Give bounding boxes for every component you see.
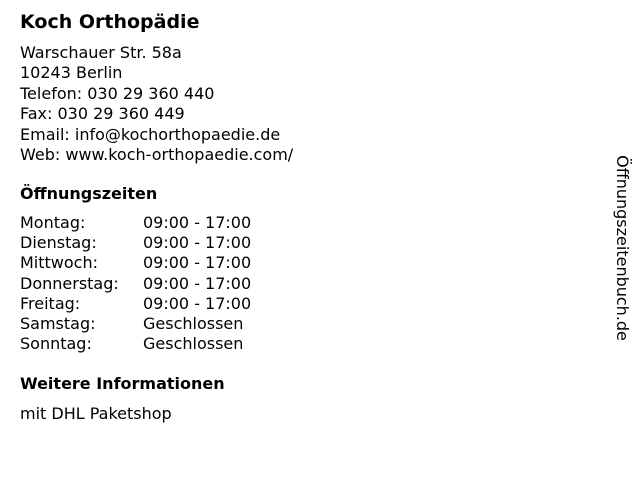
hours-time: 09:00 - 17:00 <box>143 273 252 293</box>
business-name: Koch Orthopädie <box>20 11 200 33</box>
hours-time: Geschlossen <box>143 334 244 354</box>
more-info-heading: Weitere Informationen <box>20 374 225 393</box>
hours-day: Donnerstag: <box>20 273 119 293</box>
hours-day: Montag: <box>20 213 86 232</box>
hours-time: 09:00 - 17:00 <box>143 293 252 313</box>
opening-hours-heading: Öffnungszeiten <box>20 184 158 203</box>
hours-day: Samstag: <box>20 313 96 333</box>
email-line[interactable]: Email: info@kochorthopaedie.de <box>20 124 281 144</box>
phone-line[interactable]: Telefon: 030 29 360 440 <box>20 83 215 103</box>
hours-time: 09:00 - 17:00 <box>143 233 252 253</box>
hours-day: Mittwoch: <box>20 253 98 273</box>
web-line[interactable]: Web: www.koch-orthopaedie.com/ <box>20 144 294 164</box>
side-brand-watermark: Öffnungszeitenbuch.de <box>613 155 632 341</box>
hours-time: 09:00 - 17:00 <box>143 213 252 232</box>
address-city: 10243 Berlin <box>20 63 123 83</box>
hours-day: Freitag: <box>20 293 81 313</box>
more-info-text: mit DHL Paketshop <box>20 404 172 423</box>
contact-block <box>20 43 293 165</box>
hours-day: Dienstag: <box>20 233 97 253</box>
fax-line: Fax: 030 29 360 449 <box>20 104 185 124</box>
address-street: Warschauer Str. 58a <box>20 43 182 62</box>
hours-time: 09:00 - 17:00 <box>143 253 252 273</box>
hours-time: Geschlossen <box>143 313 244 333</box>
hours-day: Sonntag: <box>20 334 92 354</box>
